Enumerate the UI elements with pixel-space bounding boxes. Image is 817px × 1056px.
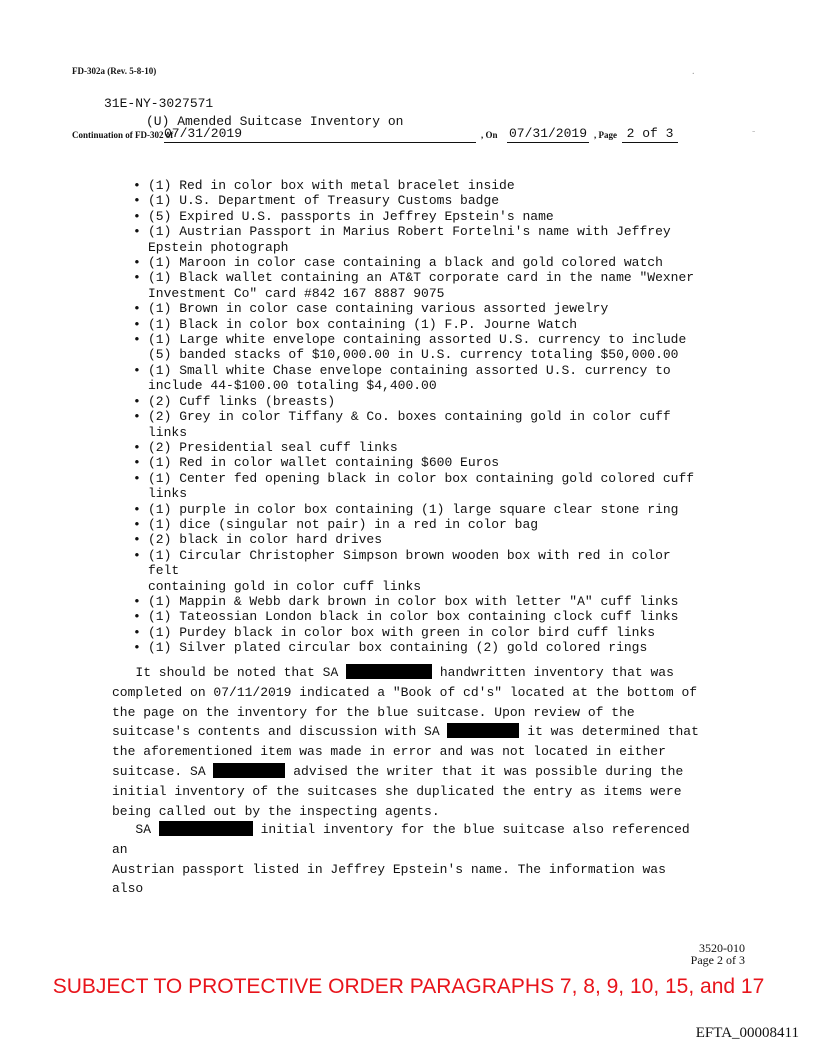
file-number: 31E-NY-3027571 xyxy=(104,96,214,111)
inventory-item xyxy=(118,455,698,470)
inventory-item xyxy=(118,609,698,624)
bullet-icon: • xyxy=(133,516,141,532)
inventory-item xyxy=(118,594,698,609)
bullet-icon: • xyxy=(133,532,141,548)
inventory-item xyxy=(118,640,698,655)
inventory-item-text: (1) Black wallet containing an AT&T corporate card in the name "Wexner Investment Co" card #842 167 8887 9075 xyxy=(148,270,695,301)
inventory-item xyxy=(118,178,698,193)
inventory-item xyxy=(118,255,698,270)
bullet-icon: • xyxy=(133,301,141,317)
inventory-item xyxy=(118,532,698,547)
bullet-icon: • xyxy=(133,332,141,348)
inventory-item-text: (1) Large white envelope containing assorted U.S. currency to include (5) banded stacks of $10,000.00 in U.S. currency totaling $50,000.00 xyxy=(148,332,687,363)
inventory-item xyxy=(118,193,698,208)
page-of-footer: Page 2 of 3 xyxy=(690,953,745,967)
inventory-item xyxy=(118,363,698,394)
inventory-item-text: (1) Small white Chase envelope containing assorted U.S. currency to include 44-$100.00 totaling $4,400.00 xyxy=(148,362,671,394)
bullet-icon: • xyxy=(133,455,141,471)
inventory-item xyxy=(118,394,698,409)
bullet-icon: • xyxy=(133,224,141,240)
inventory-item xyxy=(118,517,698,532)
para1-text-c: it was determined that the aforementioned item was made in error and was not located in either suitcase. SA xyxy=(112,724,699,779)
stray-mark-dot: . xyxy=(692,66,695,77)
inventory-item-text: (1) Brown in color case containing various assorted jewelry xyxy=(148,301,609,317)
inventory-item xyxy=(118,332,698,363)
serial-number: 3520-010 xyxy=(699,941,745,955)
bullet-icon: • xyxy=(133,640,141,656)
para2-text-b: initial inventory for the blue suitcase also referenced an Austrian passport listed in Jeffrey Epstein's name. The information was also xyxy=(112,822,690,897)
inventory-item-text: (1) Silver plated circular box containing (2) gold colored rings xyxy=(148,640,648,656)
bullet-icon: • xyxy=(133,439,141,455)
protective-order-banner: SUBJECT TO PROTECTIVE ORDER PARAGRAPHS 7, 8, 9, 10, 15, and 17 xyxy=(52,975,765,998)
redaction-block xyxy=(346,664,432,679)
inventory-item-text: (1) Red in color wallet containing $600 Euros xyxy=(148,455,500,471)
redaction-block xyxy=(447,723,519,738)
bullet-icon: • xyxy=(133,362,141,378)
stray-mark-dash: - xyxy=(752,126,756,137)
inventory-item-text: (1) Maroon in color case containing a black and gold colored watch xyxy=(148,255,663,271)
inventory-item xyxy=(118,471,698,502)
inventory-item xyxy=(118,270,698,301)
bullet-icon: • xyxy=(133,609,141,625)
inventory-item xyxy=(118,301,698,316)
document-caption: (U) Amended Suitcase Inventory on xyxy=(146,114,404,129)
serial-block xyxy=(600,942,745,966)
inventory-item-text: (2) black in color hard drives xyxy=(148,532,383,548)
inventory-item-text: (1) Purdey black in color box with green in color bird cuff links xyxy=(148,624,656,640)
bullet-icon: • xyxy=(133,316,141,332)
inventory-item xyxy=(118,625,698,640)
inventory-item-text: (1) dice (singular not pair) in a red in color bag xyxy=(148,516,539,532)
page-number: 2 of 3 xyxy=(622,126,678,143)
bullet-icon: • xyxy=(133,547,141,563)
bullet-icon: • xyxy=(133,470,141,486)
bullet-icon: • xyxy=(133,409,141,425)
continuation-label: Continuation of FD-302 of xyxy=(72,130,174,140)
inventory-item-text: (1) Circular Christopher Simpson brown wooden box with red in color felt containing gold in color cuff links xyxy=(148,547,671,594)
bullet-icon: • xyxy=(133,178,141,193)
inventory-item-text: (1) Center fed opening black in color box containing gold colored cuff links xyxy=(148,470,695,502)
inventory-item-text: (1) Tateossian London black in color box containing clock cuff links xyxy=(148,609,679,625)
body-paragraph-1 xyxy=(112,663,702,821)
bullet-icon: • xyxy=(133,393,141,409)
redaction-block xyxy=(159,821,253,836)
inventory-item xyxy=(118,548,698,594)
inventory-item-text: (5) Expired U.S. passports in Jeffrey Epstein's name xyxy=(148,208,554,224)
on-label: , On xyxy=(481,130,498,140)
bullet-icon: • xyxy=(133,255,141,271)
on-date: 07/31/2019 xyxy=(508,126,587,141)
redaction-block xyxy=(213,763,285,778)
page-label: , Page xyxy=(594,130,617,140)
inventory-item xyxy=(118,209,698,224)
inventory-item-text: (1) Black in color box containing (1) F.P. Journe Watch xyxy=(148,316,578,332)
inventory-item-text: (1) Austrian Passport in Marius Robert Fortelni's name with Jeffrey Epstein photograph xyxy=(148,224,671,255)
bullet-icon: • xyxy=(133,208,141,224)
inventory-item xyxy=(118,317,698,332)
inventory-item-text: (2) Grey in color Tiffany & Co. boxes containing gold in color cuff links xyxy=(148,409,671,440)
para2-text-a: SA xyxy=(112,822,159,837)
inventory-item-text: (1) U.S. Department of Treasury Customs badge xyxy=(148,193,500,209)
inventory-item-text: (1) purple in color box containing (1) large square clear stone ring xyxy=(148,501,679,517)
para1-text-d: advised the writer that it was possible during the initial inventory of the suitcases she duplicated the entry as items were being called out by the inspecting agents. xyxy=(112,763,684,819)
continuation-date: 07/31/2019 xyxy=(164,126,476,143)
body-paragraph-2 xyxy=(112,820,702,899)
inventory-item-text: (2) Presidential seal cuff links xyxy=(148,439,398,455)
inventory-item xyxy=(118,409,698,440)
bullet-icon: • xyxy=(133,501,141,517)
form-number: FD-302a (Rev. 5-8-10) xyxy=(72,66,157,76)
bullet-icon: • xyxy=(133,193,141,209)
inventory-list xyxy=(118,178,698,656)
para1-text-b: handwritten inventory that was completed on 07/11/2019 indicated a "Book of cd's" located at the bottom of the page on the inventory for the blue suitcase. Upon review of the suitcase's contents and discussion with SA xyxy=(112,665,698,740)
inventory-item xyxy=(118,224,698,255)
bullet-icon: • xyxy=(133,593,141,609)
bates-number: EFTA_00008411 xyxy=(695,1025,799,1041)
bullet-icon: • xyxy=(133,624,141,640)
inventory-item-text: (1) Mappin & Webb dark brown in color box with letter "A" cuff links xyxy=(148,593,679,609)
inventory-item xyxy=(118,440,698,455)
inventory-item-text: (2) Cuff links (breasts) xyxy=(148,393,336,409)
para1-text-a: It should be noted that SA xyxy=(112,665,347,680)
inventory-item-text: (1) Red in color box with metal bracelet inside xyxy=(148,178,515,193)
inventory-item xyxy=(118,502,698,517)
bullet-icon: • xyxy=(133,270,141,286)
